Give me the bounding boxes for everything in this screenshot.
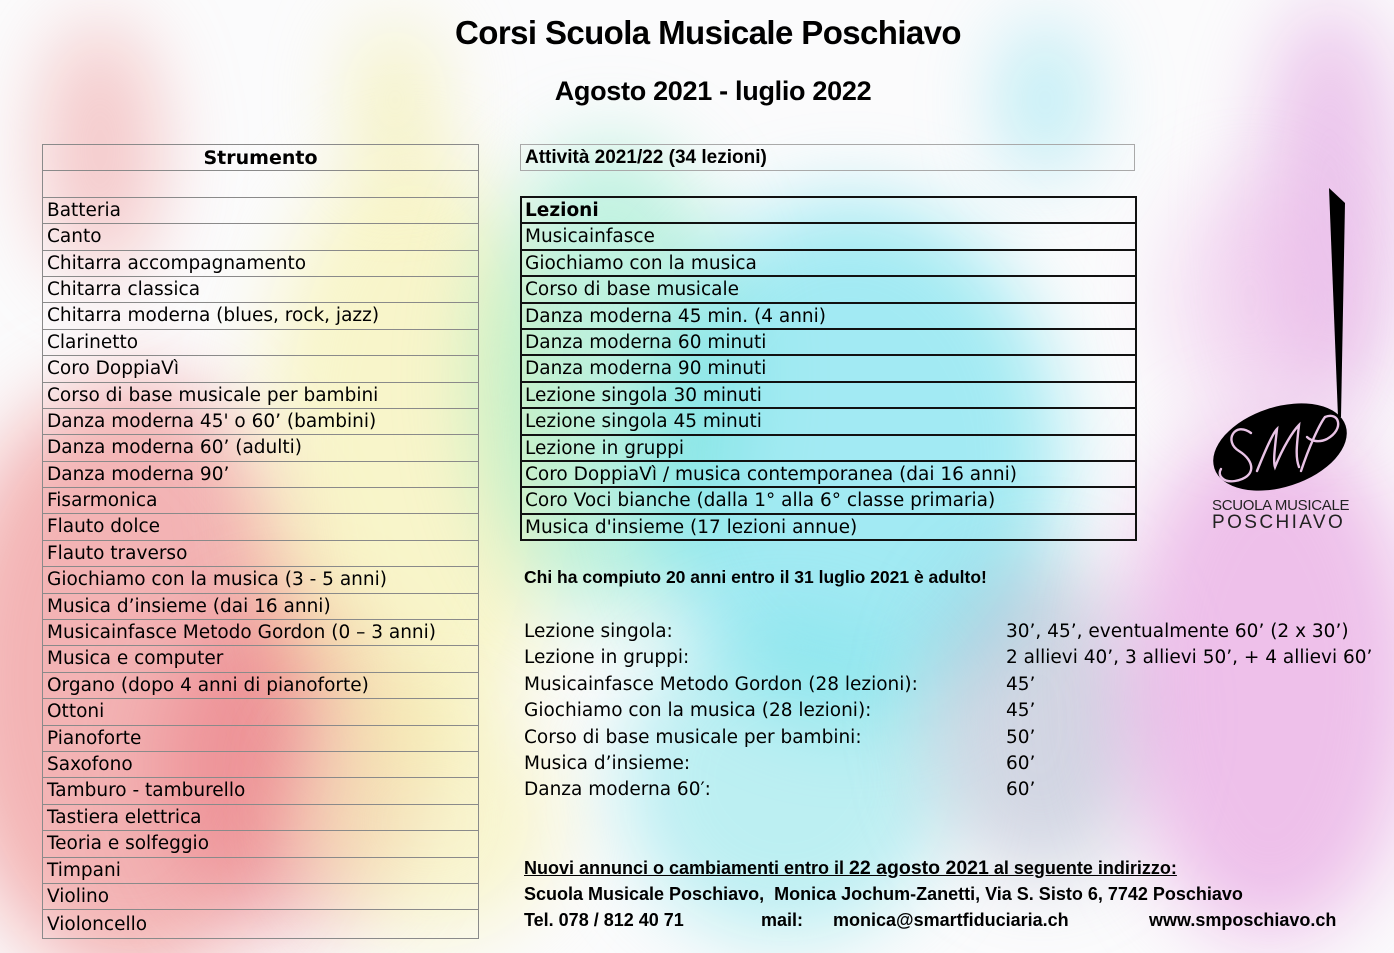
instrument-row: Pianoforte — [43, 726, 478, 752]
duration-value: 2 allievi 40’, 3 allievi 50’, + 4 allievi 60’ — [1006, 647, 1373, 669]
duration-value: 30’, 45’, eventualmente 60’ (2 x 30’) — [1006, 621, 1349, 642]
lesson-row: Danza moderna 45 min. (4 anni) — [522, 304, 1135, 330]
lesson-row: Coro DoppiaVì / musica contemporanea (dai 16 anni) — [522, 462, 1135, 488]
notice-prefix: Nuovi annunci o cambiamenti entro il — [524, 858, 850, 878]
instrument-row: Canto — [43, 224, 478, 250]
instrument-row: Ottoni — [43, 699, 478, 725]
logo-line1: SCUOLA MUSICALE — [1212, 497, 1350, 514]
instrument-row: Flauto dolce — [43, 514, 478, 540]
phone-number[interactable]: Tel. 078 / 812 40 71 — [524, 910, 684, 930]
instrument-row: Tastiera elettrica — [43, 805, 478, 831]
duration-label: Danza moderna 60′: — [524, 779, 711, 801]
duration-label: Corso di base musicale per bambini: — [524, 726, 862, 748]
lesson-row: Lezione singola 30 minuti — [522, 383, 1135, 409]
instrument-row: Violino — [43, 884, 478, 910]
notice-suffix: al seguente indirizzo: — [988, 858, 1177, 878]
duration-value: 60’ — [1006, 752, 1036, 774]
mail-label: mail: — [761, 910, 804, 930]
duration-value: 45’ — [1006, 700, 1036, 722]
duration-row — [524, 698, 1374, 724]
page-subtitle: Agosto 2021 - luglio 2022 — [554, 76, 872, 106]
smp-logo-note-icon — [1205, 185, 1355, 535]
instrument-row: Musica e computer — [43, 646, 478, 672]
duration-value: 50’ — [1006, 726, 1036, 748]
instrument-row: Musicainfasce Metodo Gordon (0 – 3 anni) — [43, 620, 478, 646]
instrument-row: Chitarra moderna (blues, rock, jazz) — [43, 303, 478, 329]
lesson-row: Coro Voci bianche (dalla 1° alla 6° classe primaria) — [522, 488, 1135, 514]
instrument-row: Violoncello — [47, 914, 148, 936]
logo-line2: POSCHIAVO — [1212, 512, 1346, 533]
address-line: Scuola Musicale Poschiavo, Monica Jochum-Zanetti, Via S. Sisto 6, 7742 Poschiavo — [524, 884, 1243, 904]
lesson-row: Lezione singola 45 minuti — [522, 409, 1135, 435]
lesson-row: Musica d'insieme (17 lezioni annue) — [522, 515, 1135, 541]
instrument-row: Clarinetto — [43, 330, 478, 356]
duration-value: 45’ — [1006, 673, 1036, 695]
instrument-row: Giochiamo con la musica (3 - 5 anni) — [43, 567, 478, 593]
instrument-row: Danza moderna 90’ — [43, 462, 478, 488]
duration-row — [524, 672, 1374, 698]
website-link[interactable]: www.smposchiavo.ch — [1149, 910, 1337, 930]
lessons-table — [520, 196, 1137, 541]
instrument-row: Flauto traverso — [43, 541, 478, 567]
duration-row — [524, 777, 1374, 803]
instrument-row: Saxofono — [43, 752, 478, 778]
lesson-row: Lezione in gruppi — [522, 436, 1135, 462]
duration-label: Musica d’insieme: — [524, 752, 691, 774]
instrument-row: Chitarra classica — [43, 277, 478, 303]
duration-row — [524, 645, 1374, 671]
duration-label: Musicainfasce Metodo Gordon (28 lezioni): — [524, 673, 918, 695]
page-title: Corsi Scuola Musicale Poschiavo — [455, 14, 961, 51]
instrument-row: Batteria — [43, 198, 478, 224]
duration-value: 60’ — [1006, 779, 1036, 801]
lesson-row: Danza moderna 60 minuti — [522, 330, 1135, 356]
email-link[interactable]: monica@smartfiduciaria.ch — [833, 910, 1069, 930]
lesson-row: Danza moderna 90 minuti — [522, 356, 1135, 382]
instrument-row: Coro DoppiaVì — [43, 356, 478, 382]
notice-line — [524, 855, 1364, 881]
instruments-table — [42, 144, 479, 939]
lessons-heading: Lezioni — [522, 198, 1135, 224]
instrument-row: Chitarra accompagnamento — [43, 251, 478, 277]
duration-row — [524, 751, 1374, 777]
instruments-heading: Strumento — [43, 145, 478, 171]
instrument-row: Organo (dopo 4 anni di pianoforte) — [43, 673, 478, 699]
lesson-row: Musicainfasce — [522, 224, 1135, 250]
instrument-row: Timpani — [43, 858, 478, 884]
contact-line — [524, 907, 1364, 933]
instrument-row: Musica d’insieme (dai 16 anni) — [43, 594, 478, 620]
instrument-row: Danza moderna 45' o 60’ (bambini) — [43, 409, 478, 435]
footer-contact — [524, 855, 1364, 933]
duration-label: Lezione singola: — [524, 621, 673, 642]
duration-row — [524, 619, 1374, 645]
lesson-row: Corso di base musicale — [522, 277, 1135, 303]
duration-row — [524, 725, 1374, 751]
duration-label: Giochiamo con la musica (28 lezioni): — [524, 700, 872, 722]
lesson-row: Giochiamo con la musica — [522, 251, 1135, 277]
durations-list — [524, 619, 1374, 804]
instrument-row: Fisarmonica — [43, 488, 478, 514]
empty-row — [43, 171, 478, 197]
notice-date: 22 agosto 2021 — [849, 857, 989, 879]
adult-note: Chi ha compiuto 20 anni entro il 31 luglio 2021 è adulto! — [524, 567, 987, 587]
instrument-row: Danza moderna 60’ (adulti) — [43, 435, 478, 461]
instrument-row: Tamburo - tamburello — [43, 778, 478, 804]
instrument-row: Corso di base musicale per bambini — [43, 383, 478, 409]
note-stem — [1329, 188, 1345, 417]
activities-heading: Attività 2021/22 (34 lezioni) — [520, 144, 1135, 171]
note-head — [1205, 388, 1355, 507]
duration-label: Lezione in gruppi: — [524, 647, 690, 669]
instrument-row: Teoria e solfeggio — [43, 831, 478, 857]
